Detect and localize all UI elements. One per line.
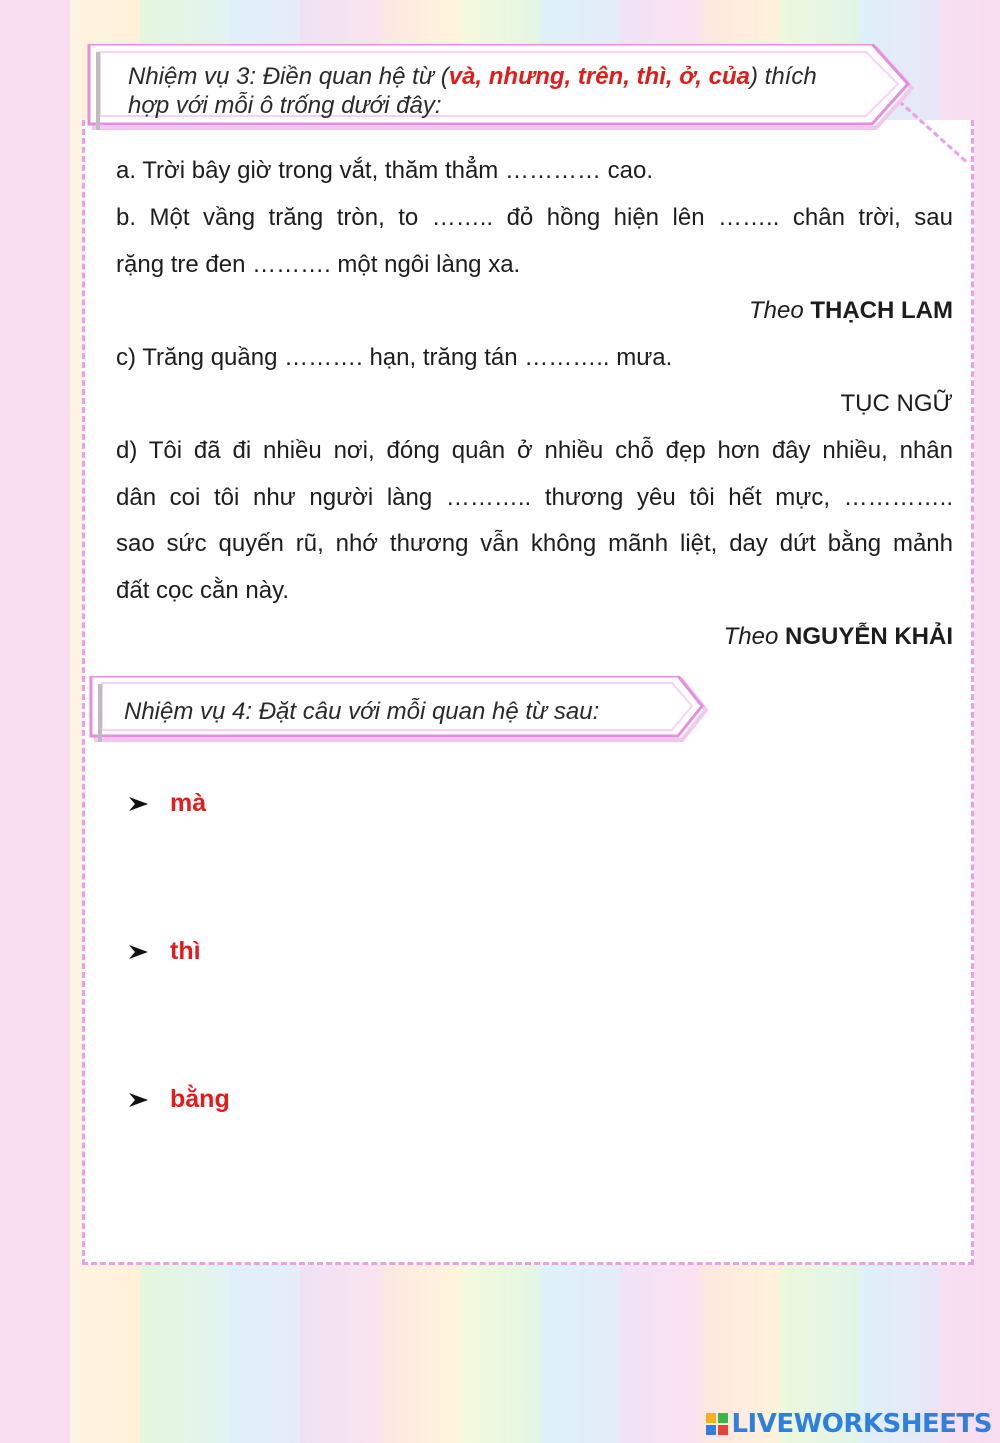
task3-banner [86, 44, 916, 136]
source-tuc-ngu: TỤC NGỮ [840, 390, 953, 417]
arrow-bullet-icon [128, 1091, 150, 1109]
arrow-bullet-icon [128, 795, 150, 813]
source-b-prefix: Theo [748, 297, 804, 324]
sentence-c: c) Trăng quầng ………. hạn, trăng tán ……….. mưa. [116, 344, 673, 371]
liveworksheets-logo [705, 1408, 992, 1440]
liveworksheets-logo-icon [705, 1412, 729, 1436]
sentence-d-line3: sao sức quyến rũ, nhớ thương vẫn không mãnh liệt, day dứt bằng mảnh [116, 530, 953, 557]
list-item-ma [128, 789, 206, 818]
task4-banner [88, 676, 710, 744]
task3-title-after: ) thích [750, 63, 817, 90]
sentence-d-line4: đất cọc cằn này. [116, 577, 289, 604]
relation-word: bằng [170, 1085, 230, 1113]
sentence-b-line1: b. Một vầng trăng tròn, to …….. đỏ hồng hiện lên …….. chân trời, sau [116, 204, 953, 231]
sentence-d-line1: d) Tôi đã đi nhiều nơi, đóng quân ở nhiều chỗ đẹp hơn đây nhiều, nhân [116, 437, 953, 464]
relation-word: thì [170, 937, 201, 965]
relation-word: mà [170, 789, 207, 817]
sentence-d-line2: dân coi tôi như người làng ……….. thương yêu tôi hết mực, ………….. [116, 484, 953, 511]
list-item-thi [128, 937, 201, 966]
sentence-a: a. Trời bây giờ trong vắt, thăm thẳm ………… cao. [116, 157, 653, 184]
source-nguyen-khai [724, 623, 953, 651]
task4-title: Nhiệm vụ 4: Đặt câu với mỗi quan hệ từ sau: [124, 698, 600, 725]
task3-title-before: Nhiệm vụ 3: Điền quan hệ từ ( [128, 63, 449, 90]
task3-title [128, 62, 888, 120]
source-thach-lam [749, 297, 953, 325]
brand-name: LIVEWORKSHEETS [731, 1409, 992, 1439]
task3-title-line2: hợp với mỗi ô trống dưới đây: [128, 92, 442, 119]
source-d-author: NGUYỄN KHẢI [784, 623, 953, 650]
list-item-bang [128, 1085, 230, 1114]
task3-title-words: và, nhưng, trên, thì, ở, của [448, 63, 750, 90]
arrow-bullet-icon [128, 943, 150, 961]
source-d-prefix: Theo [723, 623, 779, 650]
sentence-b-line2: rặng tre đen ………. một ngôi làng xa. [116, 251, 521, 278]
source-b-author: THẠCH LAM [810, 297, 953, 324]
